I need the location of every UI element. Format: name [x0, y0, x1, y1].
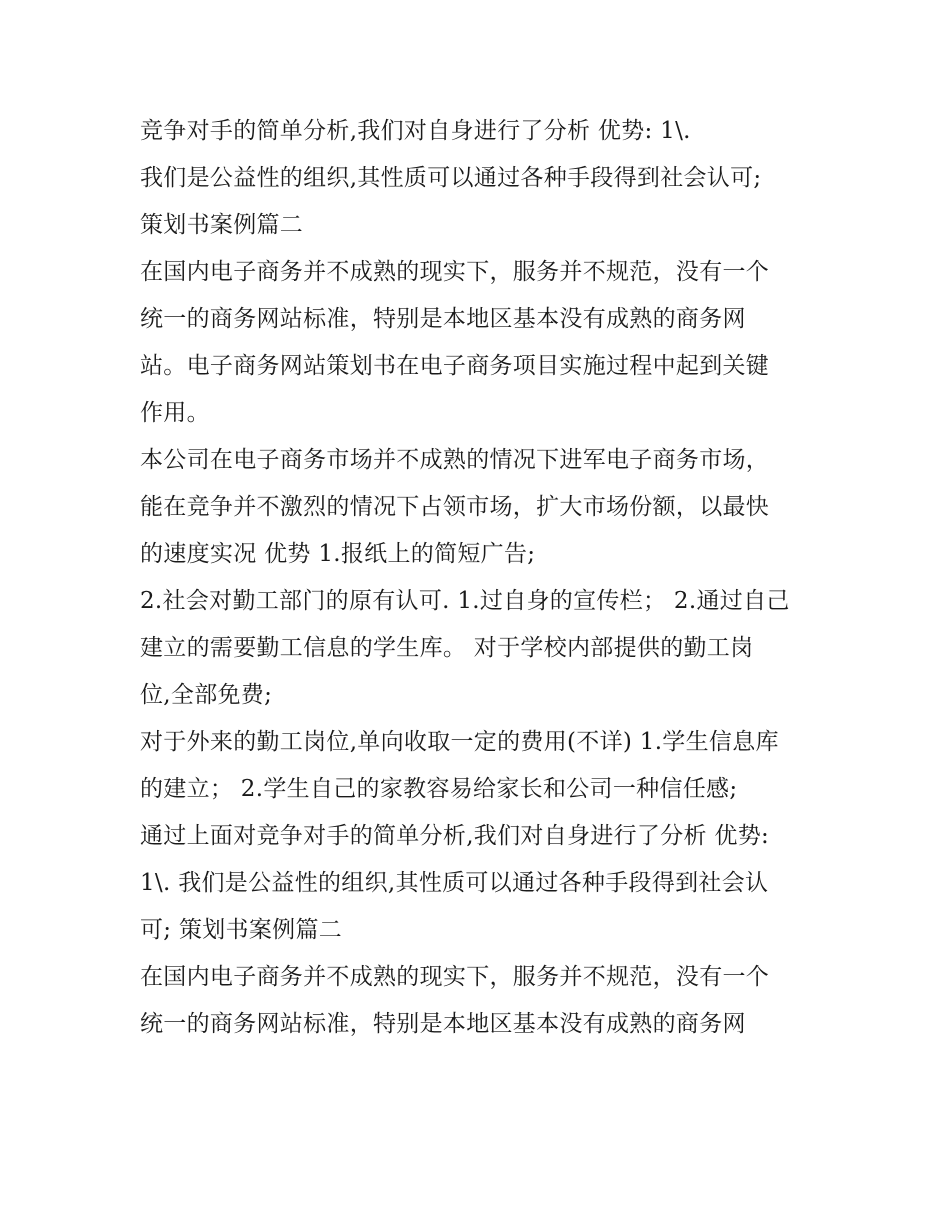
text-line: 通过上面对竞争对手的简单分析,我们对自身进行了分析 优势:: [140, 823, 770, 849]
text-line: 本公司在电子商务市场并不成熟的情况下进军电子商务市场，: [140, 447, 770, 473]
text-line: 的建立； 2.学生自己的家教容易给家长和公司一种信任感;: [140, 776, 738, 802]
text-line: 能在竞争并不激烈的情况下占领市场，扩大市场份额，以最快: [140, 494, 770, 520]
text-line: 作用。: [140, 400, 210, 426]
text-line: 可; 策划书案例篇二: [140, 917, 343, 943]
document-body: [140, 108, 820, 1048]
text-line: 站。电子商务网站策划书在电子商务项目实施过程中起到关键: [140, 353, 770, 379]
text-line: 对于外来的勤工岗位,单向收取一定的费用(不详) 1.学生信息库: [140, 729, 779, 755]
text-line: 建立的需要勤工信息的学生库。 对于学校内部提供的勤工岗: [140, 635, 754, 661]
text-line: 2.社会对勤工部门的原有认可. 1.过自身的宣传栏； 2.通过自己: [140, 588, 790, 614]
section-heading: 策划书案例篇二: [140, 212, 304, 238]
text-line: 1\. 我们是公益性的组织,其性质可以通过各种手段得到社会认: [140, 870, 769, 896]
text-line: 的速度实况 优势 1.报纸上的简短广告;: [140, 541, 536, 567]
text-line: 在国内电子商务并不成熟的现实下，服务并不规范，没有一个: [140, 964, 770, 990]
text-line: 统一的商务网站标准，特别是本地区基本没有成熟的商务网: [140, 1011, 746, 1037]
text-line: 位,全部免费;: [140, 682, 273, 708]
text-line: 我们是公益性的组织,其性质可以通过各种手段得到社会认可;: [140, 165, 762, 191]
text-line: 在国内电子商务并不成熟的现实下，服务并不规范，没有一个: [140, 259, 770, 285]
text-line: 竞争对手的简单分析,我们对自身进行了分析 优势: 1\.: [140, 118, 691, 144]
text-line: 统一的商务网站标准，特别是本地区基本没有成熟的商务网: [140, 306, 746, 332]
